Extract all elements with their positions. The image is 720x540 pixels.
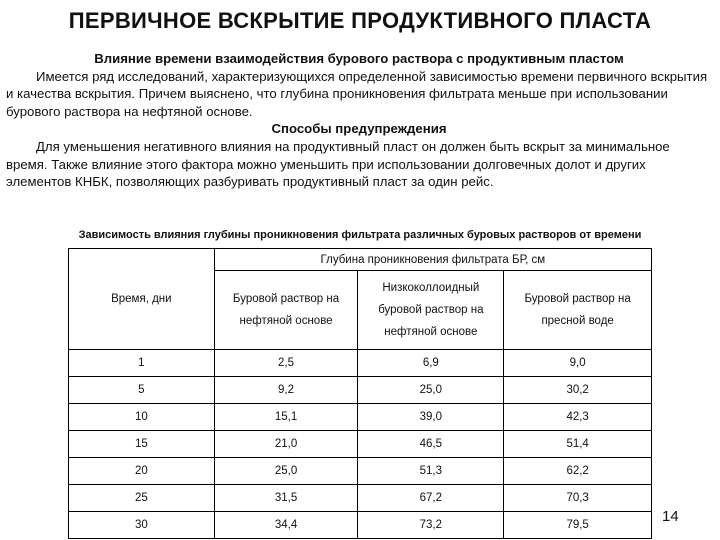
cell-fresh: 9,0 — [504, 350, 652, 377]
table-row — [69, 512, 652, 539]
table-row — [69, 377, 652, 404]
cell-time: 5 — [69, 377, 215, 404]
cell-time: 30 — [69, 512, 215, 539]
body-text — [6, 50, 712, 191]
cell-lowcol: 6,9 — [358, 350, 504, 377]
subheading-influence: Влияние времени взаимодействия бурового раствора с продуктивным пластом — [94, 51, 624, 66]
cell-oil: 9,2 — [214, 377, 358, 404]
header-oil-based: Буровой раствор на нефтяной основе — [214, 271, 358, 350]
header-group-depth: Глубина проникновения фильтрата БР, см — [214, 249, 651, 271]
table-row — [69, 431, 652, 458]
cell-oil: 15,1 — [214, 404, 358, 431]
cell-time: 15 — [69, 431, 215, 458]
table-caption: Зависимость влияния глубины проникновения фильтрата различных буровых растворов от времени — [78, 229, 642, 241]
cell-lowcol: 73,2 — [358, 512, 504, 539]
cell-time: 10 — [69, 404, 215, 431]
cell-oil: 34,4 — [214, 512, 358, 539]
cell-fresh: 62,2 — [504, 458, 652, 485]
cell-oil: 21,0 — [214, 431, 358, 458]
cell-lowcol: 39,0 — [358, 404, 504, 431]
cell-fresh: 70,3 — [504, 485, 652, 512]
paragraph-1: Имеется ряд исследований, характеризующихся определенной зависимостью времени первичного вскрытия и качества вскрытия. Причем выяснено, что глубина проникновения фильтрата меньше при использовании бурового раствора на нефтяной основе. — [6, 68, 708, 119]
cell-lowcol: 51,3 — [358, 458, 504, 485]
cell-lowcol: 25,0 — [358, 377, 504, 404]
table-row — [69, 350, 652, 377]
cell-time: 25 — [69, 485, 215, 512]
cell-fresh: 42,3 — [504, 404, 652, 431]
cell-fresh: 30,2 — [504, 377, 652, 404]
page-title: ПЕРВИЧНОЕ ВСКРЫТИЕ ПРОДУКТИВНОГО ПЛАСТА — [68, 8, 652, 33]
cell-fresh: 51,4 — [504, 431, 652, 458]
table-row — [69, 485, 652, 512]
cell-oil: 2,5 — [214, 350, 358, 377]
cell-lowcol: 46,5 — [358, 431, 504, 458]
filtrate-depth-table — [68, 248, 652, 539]
cell-fresh: 79,5 — [504, 512, 652, 539]
table-row — [69, 458, 652, 485]
cell-lowcol: 67,2 — [358, 485, 504, 512]
header-time: Время, дни — [69, 249, 215, 350]
cell-time: 1 — [69, 350, 215, 377]
page-number: 14 — [662, 508, 679, 525]
header-fresh-water: Буровой раствор на пресной воде — [504, 271, 652, 350]
header-low-colloid: Низкоколлоидный буровой раствор на нефтяной основе — [358, 271, 504, 350]
subheading-prevention: Способы предупреждения — [271, 121, 447, 137]
table-row — [69, 404, 652, 431]
paragraph-2: Для уменьшения негативного влияния на продуктивный пласт он должен быть вскрыт за минимальное время. Также влияние этого фактора можно уменьшить при использовании долговечных долот и других элементов КНБК, позволяющих разбуривать продуктивный пласт за один рейс. — [6, 138, 670, 190]
cell-oil: 25,0 — [214, 458, 358, 485]
cell-time: 20 — [69, 458, 215, 485]
cell-oil: 31,5 — [214, 485, 358, 512]
